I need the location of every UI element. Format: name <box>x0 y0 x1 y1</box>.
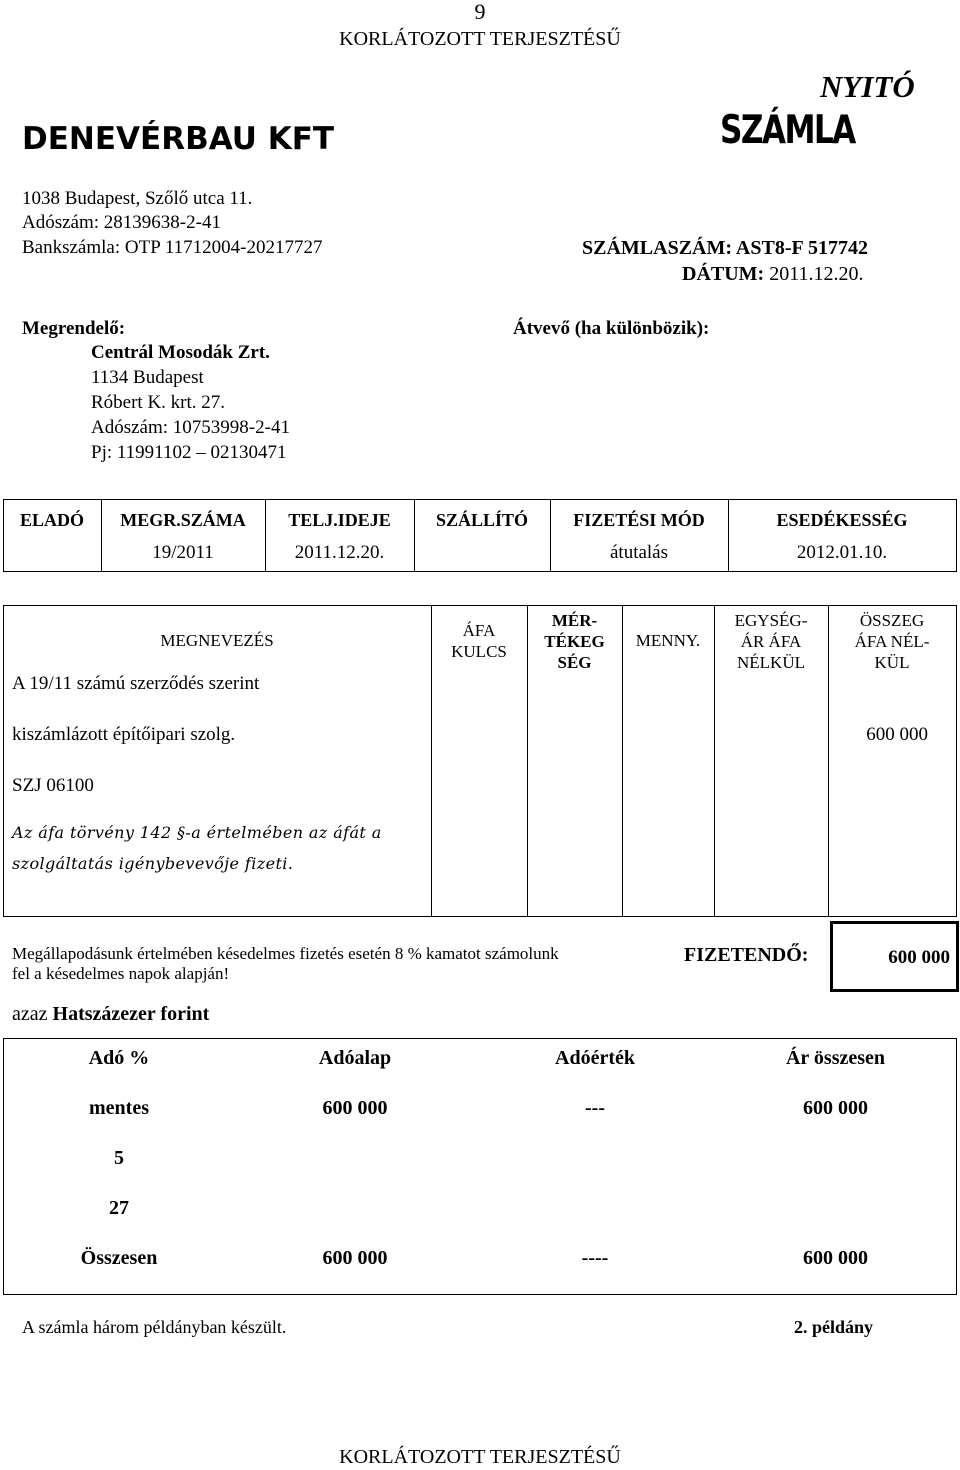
items-header-vat-rate-line2: KULCS <box>451 642 507 661</box>
items-header-total-line3: KÜL <box>874 653 910 672</box>
items-header-quantity-line1: MÉR- <box>551 611 598 630</box>
copy-number: 2. példány <box>794 1317 874 1337</box>
restriction-label-top: KORLÁTOZOTT TERJESZTÉSŰ <box>339 28 621 50</box>
items-header-quantity-line3: SÉG <box>557 653 592 672</box>
vat-row-cell: 600 000 <box>322 1097 388 1119</box>
vat-total-row-cell: 600 000 <box>322 1247 388 1269</box>
receiver-label: Átvevő (ha különbözik): <box>513 318 710 339</box>
items-table-right-border <box>956 605 957 916</box>
item-szj-code: SZJ 06100 <box>12 775 94 796</box>
items-header-name: MEGNEVEZÉS <box>160 631 274 650</box>
invoice-number: SZÁMLASZÁM: AST8-F 517742 <box>582 237 868 259</box>
vat-header-total: Ár összesen <box>785 1047 886 1069</box>
order-header-completion-date: TELJ.IDEJE <box>288 510 391 530</box>
vat-row-cell: --- <box>585 1097 605 1119</box>
order-value-completion-date: 2011.12.20. <box>294 542 385 563</box>
items-header-unit-price-line3: NÉLKÜL <box>737 653 805 672</box>
items-header-unit-price-line1: EGYSÉG- <box>734 611 808 630</box>
page-number: 9 <box>474 0 486 24</box>
order-header-seller: ELADÓ <box>19 510 84 530</box>
invoice-date <box>682 263 863 285</box>
late-fee-note <box>12 944 559 984</box>
vat-row-cell: 27 <box>109 1197 129 1219</box>
customer-label: Megrendelő: <box>22 318 126 339</box>
items-header-quantity <box>527 610 622 673</box>
invoice-title: SZÁMLA <box>720 108 855 153</box>
restriction-label-bottom: KORLÁTOZOTT TERJESZTÉSŰ <box>339 1446 621 1468</box>
vat-row-cell: mentes <box>89 1097 149 1119</box>
seller-tax-number: Adószám: 28139638-2-41 <box>22 212 221 233</box>
copies-note: A számla három példányban készült. <box>22 1317 287 1337</box>
items-table-bottom-border <box>3 916 957 917</box>
items-header-total-line2: ÁFA NÉL- <box>854 632 930 651</box>
amount-in-words <box>12 1003 209 1025</box>
vat-table-top-border <box>3 1038 957 1039</box>
amount-in-words-value: Hatszázezer forint <box>52 1003 210 1025</box>
vat-total-row-cell: 600 000 <box>803 1247 868 1269</box>
invoice-open-label: NYITÓ <box>820 69 915 104</box>
order-table-top-border <box>3 499 957 500</box>
amount-in-words-prefix: azaz <box>12 1003 48 1025</box>
amount-due-label: FIZETENDŐ: <box>684 944 809 966</box>
order-value-payment-method: átutalás <box>609 542 669 563</box>
vat-note-line2: szolgáltatás igénybevevője fizeti. <box>12 854 294 873</box>
item-description-line1: A 19/11 számú szerződés szerint <box>12 673 260 694</box>
item-description-line2: kiszámlázott építőipari szolg. <box>12 724 236 745</box>
customer-street: Róbert K. krt. 27. <box>91 392 226 413</box>
vat-row-cell: 600 000 <box>803 1097 868 1119</box>
order-header-order-number: MEGR.SZÁMA <box>120 510 246 530</box>
customer-tax-number: Adószám: 10753998-2-41 <box>91 417 290 438</box>
vat-row-cell: 5 <box>114 1147 124 1169</box>
seller-address: 1038 Budapest, Szőlő utca 11. <box>22 188 253 209</box>
vat-total-row-cell: ---- <box>581 1247 609 1269</box>
customer-name: Centrál Mosodák Zrt. <box>91 342 270 363</box>
seller-bank-account: Bankszámla: OTP 11712004-20217727 <box>22 237 323 258</box>
vat-total-row-cell: Összesen <box>80 1247 158 1269</box>
late-fee-note-line2: fel a késedelmes napok alapján! <box>12 964 230 983</box>
items-header-vat-rate-line1: ÁFA <box>462 621 496 640</box>
vat-header-amount: Adóérték <box>555 1047 635 1069</box>
order-table-right-border <box>956 499 957 571</box>
amount-due-value: 600 000 <box>888 947 950 968</box>
vat-header-rate: Adó % <box>88 1047 150 1069</box>
vat-table-right-border <box>956 1038 957 1294</box>
items-header-quantity-line2: TÉKEG <box>544 632 605 651</box>
vat-header-base: Adóalap <box>318 1047 392 1069</box>
order-value-order-number: 19/2011 <box>152 542 214 563</box>
order-value-due-date: 2012.01.10. <box>796 542 888 563</box>
customer-account: Pj: 11991102 – 02130471 <box>91 442 287 463</box>
items-header-total <box>828 610 956 673</box>
invoice-date-value: 2011.12.20. <box>769 263 864 285</box>
order-table-bottom-border <box>3 571 957 572</box>
items-header-unit-price <box>714 610 828 673</box>
order-header-due-date: ESEDÉKESSÉG <box>776 510 908 530</box>
late-fee-note-line1: Megállapodásunk értelmében késedelmes fizetés esetén 8 % kamatot számolunk <box>12 944 559 963</box>
vat-note-line1: Az áfa törvény 142 §-a értelmében az áfát a <box>12 823 382 842</box>
items-header-unit: MENNY. <box>635 631 701 650</box>
customer-city: 1134 Budapest <box>91 367 204 388</box>
item-total-value: 600 000 <box>866 724 928 745</box>
order-header-supplier: SZÁLLÍTÓ <box>435 510 529 530</box>
order-header-payment-method: FIZETÉSI MÓD <box>573 510 705 530</box>
items-header-total-line1: ÖSSZEG <box>859 611 925 630</box>
amount-due-box <box>830 921 959 992</box>
items-header-unit-price-line2: ÁR ÁFA <box>740 632 802 651</box>
items-table-top-border <box>3 605 957 606</box>
seller-name: DENEVÉRBAU KFT <box>22 121 335 157</box>
vat-table-bottom-border <box>3 1294 957 1295</box>
items-header-vat-rate <box>431 620 527 662</box>
invoice-date-label: DÁTUM: <box>682 263 765 285</box>
